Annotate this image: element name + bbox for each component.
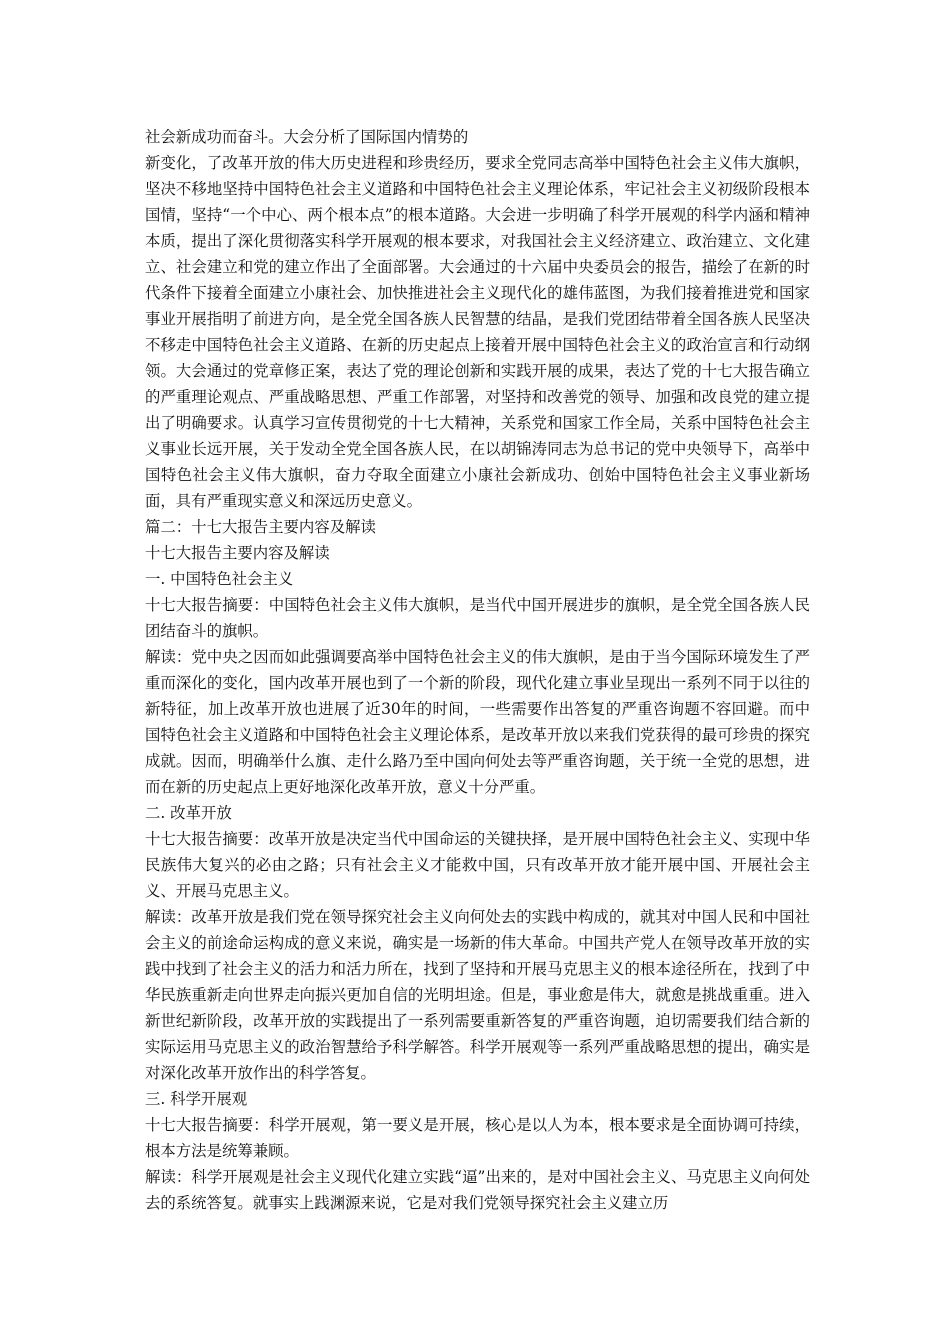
section-title: 篇二：十七大报告主要内容及解读 [145,518,376,536]
document-subtitle: 十七大报告主要内容及解读 [145,544,330,562]
section-1-summary: 十七大报告摘要：中国特色社会主义伟大旗帜，是当代中国开展进步的旗帜，是全党全国各族人民团结奋斗的旗帜。 [145,596,810,640]
intro-paragraph: 新变化，了改革开放的伟大历史进程和珍贵经历，要求全党同志高举中国特色社会主义伟大旗帜，坚决不移地坚持中国特色社会主义道路和中国特色社会主义理论体系，牢记社会主义初级阶段根本国情，坚持“一个中心、两个根本点”的根本道路。大会进一步明确了科学开展观的科学内涵和精神本质，提出了深化贯彻落实科学开展观的根本要求，对我国社会主义经济建立、政治建立、文化建立、社会建立和党的建立作出了全面部署。大会通过的十六届中央委员会的报告，描绘了在新的时代条件下接着全面建立小康社会、加快推进社会主义现代化的雄伟蓝图，为我们接着推进党和国家事业开展指明了前进方向，是全党全国各族人民智慧的结晶，是我们党团结带着全国各族人民坚决不移走中国特色社会主义道路、在新的历史起点上接着开展中国特色社会主义的政治宣言和行动纲领。大会通过的党章修正案，表达了党的理论创新和实践开展的成果，表达了党的十七大报告确立的严重理论观点、严重战略思想、严重工作部署，对坚持和改善党的领导、加强和改良党的建立提出了明确要求。认真学习宣传贯彻党的十七大精神，关系党和国家工作全局，关系中国特色社会主义事业长远开展，关于发动全党全国各族人民，在以胡锦涛同志为总书记的党中央领导下，高举中国特色社会主义伟大旗帜，奋力夺取全面建立小康社会新成功、创始中国特色社会主义事业新场面，具有严重现实意义和深远历史意义。 [145,154,810,510]
section-3-summary: 十七大报告摘要：科学开展观，第一要义是开展，核心是以人为本，根本要求是全面协调可持续，根本方法是统筹兼顾。 [145,1116,810,1160]
intro-first-line: 社会新成功而奋斗。大会分析了国际国内情势的 [145,128,469,146]
section-2-interpretation: 解读：改革开放是我们党在领导探究社会主义向何处去的实践中构成的，就其对中国人民和中国社会主义的前途命运构成的意义来说，确实是一场新的伟大革命。中国共产党人在领导改革开放的实践中找到了社会主义的活力和活力所在，找到了坚持和开展马克思主义的根本途径所在，找到了中华民族重新走向世界走向振兴更加自信的光明坦途。但是，事业愈是伟大，就愈是挑战重重。进入新世纪新阶段，改革开放的实践提出了一系列需要重新答复的严重咨询题，迫切需要我们结合新的实际运用马克思主义的政治智慧给予科学解答。科学开展观等一系列严重战略思想的提出，确实是对深化改革开放作出的科学答复。 [145,908,810,1082]
section-2-summary: 十七大报告摘要：改革开放是决定当代中国命运的关键抉择，是开展中国特色社会主义、实现中华民族伟大复兴的必由之路；只有社会主义才能救中国，只有改革开放才能开展中国、开展社会主义、开展马克思主义。 [145,830,810,900]
section-3-heading: 三. 科学开展观 [145,1090,248,1108]
section-2-heading: 二. 改革开放 [145,804,232,822]
document-page [145,124,810,1216]
section-1-interpretation: 解读：党中央之因而如此强调要高举中国特色社会主义的伟大旗帜，是由于当今国际环境发生了严重而深化的变化，国内改革开展也到了一个新的阶段，现代化建立事业呈现出一系列不同于以往的新特征，加上改革开放也进展了近30年的时间，一些需要作出答复的严重咨询题不容回避。而中国特色社会主义道路和中国特色社会主义理论体系，是改革开放以来我们党获得的最可珍贵的探究成就。因而，明确举什么旗、走什么路乃至中国向何处去等严重咨询题，关于统一全党的思想，进而在新的历史起点上更好地深化改革开放，意义十分严重。 [145,648,810,796]
section-3-interpretation: 解读：科学开展观是社会主义现代化建立实践“逼”出来的，是对中国社会主义、马克思主义向何处去的系统答复。就事实上践渊源来说，它是对我们党领导探究社会主义建立历 [145,1168,810,1212]
section-1-heading: 一. 中国特色社会主义 [145,570,294,588]
